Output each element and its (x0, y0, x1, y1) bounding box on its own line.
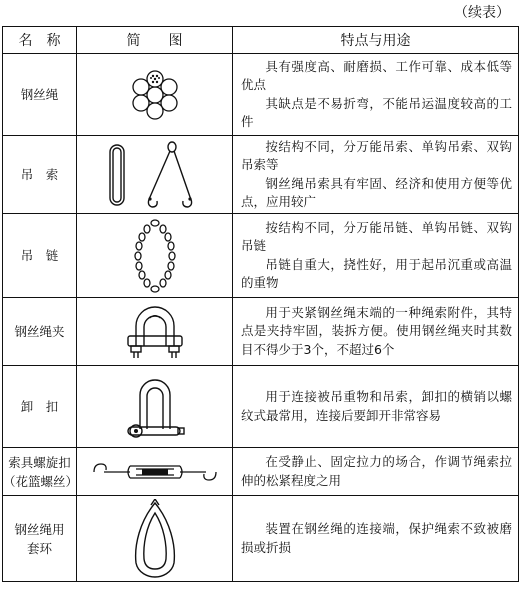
column-header-figure: 简 图 (77, 27, 233, 54)
thimble-icon (130, 499, 180, 579)
row-description (233, 448, 519, 496)
sling-icon (100, 139, 210, 211)
description-paragraph: 吊链自重大，挠性好，用于起吊沉重或高温的重物 (241, 256, 512, 290)
description-paragraph: 用于连接被吊重物和吊索，卸扣的横销以螺纹式最常用，连接后要卸开非常容易 (241, 389, 512, 423)
column-header-features: 特点与用途 (233, 27, 519, 54)
row-name-text: 钢丝绳夹 (14, 324, 65, 339)
row-description (233, 496, 519, 582)
row-name (3, 136, 77, 214)
row-description (233, 298, 519, 366)
row-figure (77, 54, 233, 136)
description-paragraph: 用于夹紧钢丝绳末端的一种绳索附件，其特点是夹持牢固，装拆方便。使用钢丝绳夹时其数目不得少于3个，不超过6个 (241, 304, 512, 357)
row-name (3, 214, 77, 298)
table-row (3, 496, 519, 582)
lifting-chain-icon (130, 217, 180, 295)
rigging-table (2, 26, 519, 582)
row-name (3, 54, 77, 136)
description-paragraph: 钢丝绳吊索具有牢固、经济和使用方便等优点，应用较广 (241, 175, 512, 209)
row-name-text: 钢丝绳 (20, 87, 59, 102)
row-figure (77, 448, 233, 496)
description-paragraph: 装置在钢丝绳的连接端，保护绳索不致被磨损或折损 (241, 521, 512, 555)
table-row (3, 366, 519, 448)
row-figure (77, 366, 233, 448)
row-description (233, 54, 519, 136)
shackle-icon (120, 369, 190, 445)
description-paragraph: 在受静止、固定拉力的场合，作调节绳索拉伸的松紧程度之用 (241, 454, 512, 488)
wire-rope-clip-icon (122, 302, 188, 362)
row-name-text: 吊 索 (20, 167, 59, 182)
row-name (3, 366, 77, 448)
row-name-text: 钢丝绳用 (14, 521, 65, 537)
description-paragraph: 其缺点是不易折弯，不能吊运温度较高的工件 (241, 95, 512, 129)
row-name-text: 索具螺旋扣 (8, 454, 71, 470)
table-row (3, 214, 519, 298)
wire-rope-cross-section-icon (125, 65, 185, 125)
row-name-text: 吊 链 (20, 248, 59, 263)
description-paragraph: 按结构不同，分万能吊索、单钩吊索、双钩吊索等 (241, 138, 512, 172)
row-figure (77, 214, 233, 298)
column-header-name: 名 称 (3, 27, 77, 54)
row-name-text: 套环 (26, 540, 52, 556)
table-row (3, 448, 519, 496)
description-paragraph: 按结构不同，分万能吊链、单钩吊链、双钩吊链 (241, 219, 512, 253)
table-header-row (3, 27, 519, 54)
row-name-text: （花篮螺丝） (3, 473, 79, 489)
table-row (3, 298, 519, 366)
turnbuckle-icon (90, 457, 220, 487)
row-figure (77, 496, 233, 582)
row-name (3, 448, 77, 496)
continued-label: （续表） (454, 5, 510, 21)
row-name (3, 496, 77, 582)
row-description (233, 214, 519, 298)
table-row (3, 136, 519, 214)
description-paragraph: 具有强度高、耐磨损、工作可靠、成本低等优点 (241, 58, 512, 92)
row-figure (77, 136, 233, 214)
row-name-text: 卸 扣 (20, 399, 59, 414)
table-row (3, 54, 519, 136)
row-name (3, 298, 77, 366)
row-description (233, 136, 519, 214)
row-figure (77, 298, 233, 366)
row-description (233, 366, 519, 448)
